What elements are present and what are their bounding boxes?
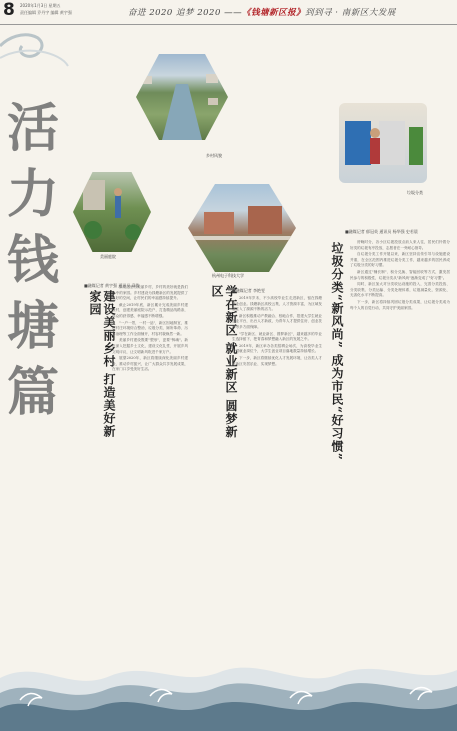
article-author-3: ■融媒记者 郁冠英 通讯员 杨华强 史若晨 — [345, 229, 418, 234]
article-body-1 — [112, 285, 188, 570]
big-title-char: 钱 — [6, 230, 59, 291]
campus-illustration — [188, 184, 296, 272]
article-1-paragraph: 展望2020年，新区将继续深化美丽乡村建设，推动乡村振兴，让广大群众共享发展成果，在家门口享受美好生活。 — [112, 356, 188, 372]
caption-beauty: 美丽庭院 — [100, 254, 116, 259]
article-body-3 — [350, 240, 450, 635]
article-author-2: ■融媒记者 李艳雯 — [232, 288, 266, 293]
big-title-char: 篇 — [6, 362, 59, 423]
article-3-paragraph: 傍晚时分，各小区垃圾投放点前人来人往，居民们拎着分好类的垃圾有序投放，志愿者在一旁耐心指导。 — [350, 240, 450, 250]
big-title-char: 活 — [6, 98, 59, 159]
article-3-paragraph: 自垃圾分类工作开展以来，新区坚持宣传引导与设施建设并重，在全区范围内推进垃圾分类工作，越来越多的居民养成了垃圾分类的好习惯。 — [350, 252, 450, 268]
article-2-paragraph: 新区积极推动产教融合、校地合作，搭建大学生就业创业平台，出台人才新政，为青年人才提供住房、创业扶持等多方面保障。 — [232, 313, 322, 329]
header-divider — [0, 24, 457, 25]
section-big-title — [4, 96, 62, 426]
article-3-paragraph: 同时，新区加大对分类收运设施的投入，完善分类投放、分类收集、分类运输、分类处理体系，垃圾减量化、资源化、无害化水平不断提高。 — [350, 282, 450, 298]
river-illustration — [136, 54, 228, 140]
article-title-1: 建设美丽乡村 打造美好新家园 — [88, 290, 116, 439]
big-title-char: 塘 — [6, 296, 59, 357]
caption-university: 杭州电子科技大学 — [212, 273, 244, 278]
garbage-illustration — [339, 103, 427, 183]
courtyard-illustration — [73, 172, 151, 252]
photo-rural-aerial — [136, 54, 228, 140]
page-header — [0, 0, 457, 28]
article-title-3: 垃圾分类“新风尚” 成为市民“好习惯” — [330, 242, 344, 461]
article-2-paragraph: 下一步，新区将继续优化人才发展环境，让各类人才在新区安居乐业、实现梦想。 — [232, 355, 322, 366]
article-body-2 — [232, 296, 322, 626]
slogan-suffix: 到到寻 · 南新区大发展 — [305, 8, 396, 18]
big-title-char: 力 — [6, 164, 59, 225]
decorative-waves — [0, 648, 457, 731]
caption-rural: 乡村风貌 — [206, 153, 222, 158]
date-line: 2020年1月3日 星期五 — [20, 3, 61, 8]
article-1-paragraph: 如果这里有美丽乡村，乡村的美好就是我们心中的家园。乡村建设为钱塘新区的发展提供了良好的空间，让村民们的幸福感持续提升。 — [112, 285, 188, 301]
article-1-paragraph: 截止2019年底，新区累计完成美丽乡村建设村，创建美丽庭院示范户，打造精品线路条，群众的获得感、幸福感不断增强。 — [112, 302, 188, 318]
slogan-paper: 《钱塘新区报》 — [242, 8, 306, 18]
article-title-2: 学在新区 就业新区 圆梦新区 — [210, 285, 238, 439]
article-2-paragraph: "学在新区、就业新区、圆梦新区"，越来越多的毕业生选择留下，把青春和梦想融入新区的发展之中。 — [232, 331, 322, 342]
staff-line: 责任编辑 乔丹宇 编辑 黄宇强 — [20, 10, 72, 15]
slogan-prefix: 奋进 2020 追梦 2020 —— — [128, 8, 243, 18]
article-author-1: ■融媒记者 黄宇强 通讯员 章俊 — [84, 283, 140, 288]
article-2-paragraph: 2019年岁末，不少高校毕业生走进新区，留在钱塘就业创业。钱塘新区高校云集，人才资源丰富，为区域发展注入了源源不断的活力。 — [232, 296, 322, 312]
article-1-paragraph: "一户一景，一村一品"，新区因地制宜，推进村庄环境综合整治，垃圾分类、厕所革命、污水治理等工作全面铺开，村容村貌焕然一新。 — [112, 320, 188, 336]
article-3-paragraph: 下一步，新区将持续巩固垃圾分类成果，让垃圾分类成为每个人的自觉行动，共同守护美丽家园。 — [350, 299, 450, 310]
article-2-paragraph: 2019年，新区举办各类招聘会场次，为高校毕业生提供就业岗位个，大学生创业项目落地数量持续增长。 — [232, 343, 322, 354]
caption-garbage: 垃圾分类 — [407, 190, 423, 195]
decorative-swirl — [0, 26, 70, 70]
photo-garbage-sorting — [339, 103, 427, 183]
photo-university — [188, 184, 296, 272]
page-number: 8 — [3, 0, 15, 20]
article-1-paragraph: 美丽乡村建设既要"塑形"，更要"铸魂"。新区深入挖掘乡土文化，建设文化礼堂，开展乡风文明评议，让文明新风吹进千家万户。 — [112, 338, 188, 354]
article-3-paragraph: 新区通过"桶长制"、积分兑换、智能回收等方式，激发居民参与的积极性，垃圾分类从"新风尚"逐渐变成了"好习惯"。 — [350, 269, 450, 280]
photo-beauty-courtyard — [73, 172, 151, 252]
header-slogan — [128, 6, 396, 18]
